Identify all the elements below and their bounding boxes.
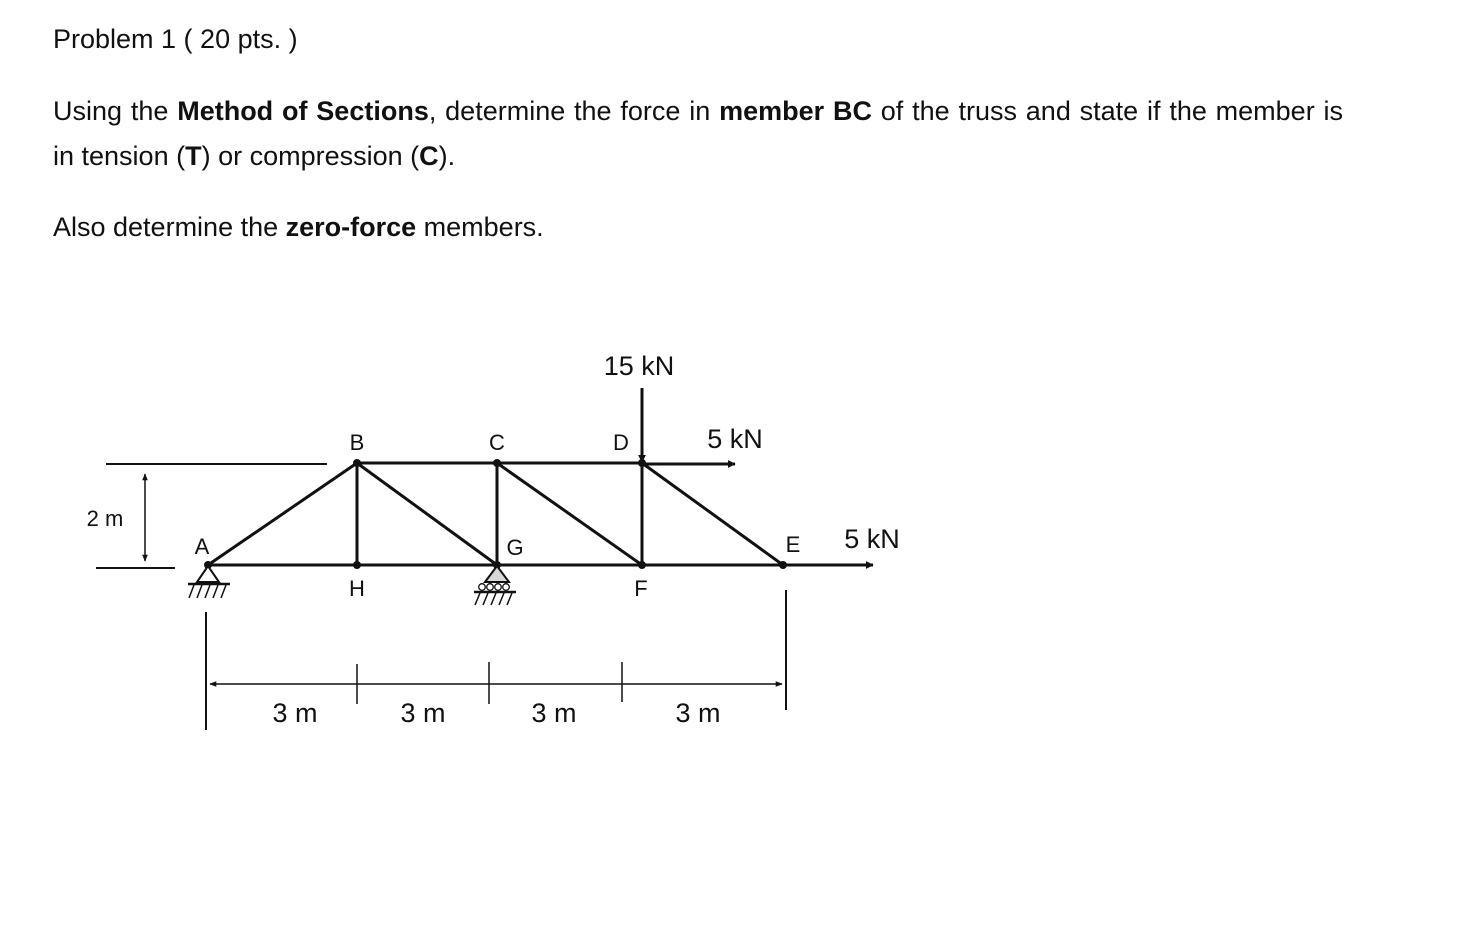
truss-members <box>208 463 783 565</box>
node-label-a: A <box>194 534 210 559</box>
span-label-3: 3 m <box>531 698 577 728</box>
span-label-1: 3 m <box>272 698 318 728</box>
roller-support-g <box>474 566 516 605</box>
node-label-h: H <box>349 576 365 601</box>
node-label-g: G <box>506 535 524 560</box>
member-bg <box>357 463 497 565</box>
node-label-c: C <box>489 430 505 455</box>
span-label-4: 3 m <box>675 698 721 728</box>
member-ab <box>208 463 357 565</box>
load-label-15kn: 15 kN <box>603 351 675 381</box>
node-label-d: D <box>613 430 629 455</box>
pin-support-a <box>188 566 230 598</box>
height-dimension <box>96 464 327 568</box>
node-label-f: F <box>634 576 648 601</box>
span-label-2: 3 m <box>400 698 446 728</box>
joint-h <box>353 561 361 569</box>
load-label-5kn-d: 5 kN <box>707 424 763 454</box>
height-label: 2 m <box>86 506 124 531</box>
zero-force-question: Also determine the zero-force members. <box>53 212 544 242</box>
problem-title: Problem 1 ( 20 pts. ) <box>53 24 298 54</box>
node-label-e: E <box>785 532 801 557</box>
member-de <box>642 463 783 565</box>
joint-f <box>638 561 646 569</box>
question-paragraph: Using the Method of Sections, determine the force in member BC of the truss and state if the member is in tension (T) or compression (C). <box>53 96 1344 171</box>
node-label-b: B <box>349 430 365 455</box>
joint-c <box>493 459 501 467</box>
joint-b <box>353 459 361 467</box>
load-label-5kn-e: 5 kN <box>844 524 900 554</box>
